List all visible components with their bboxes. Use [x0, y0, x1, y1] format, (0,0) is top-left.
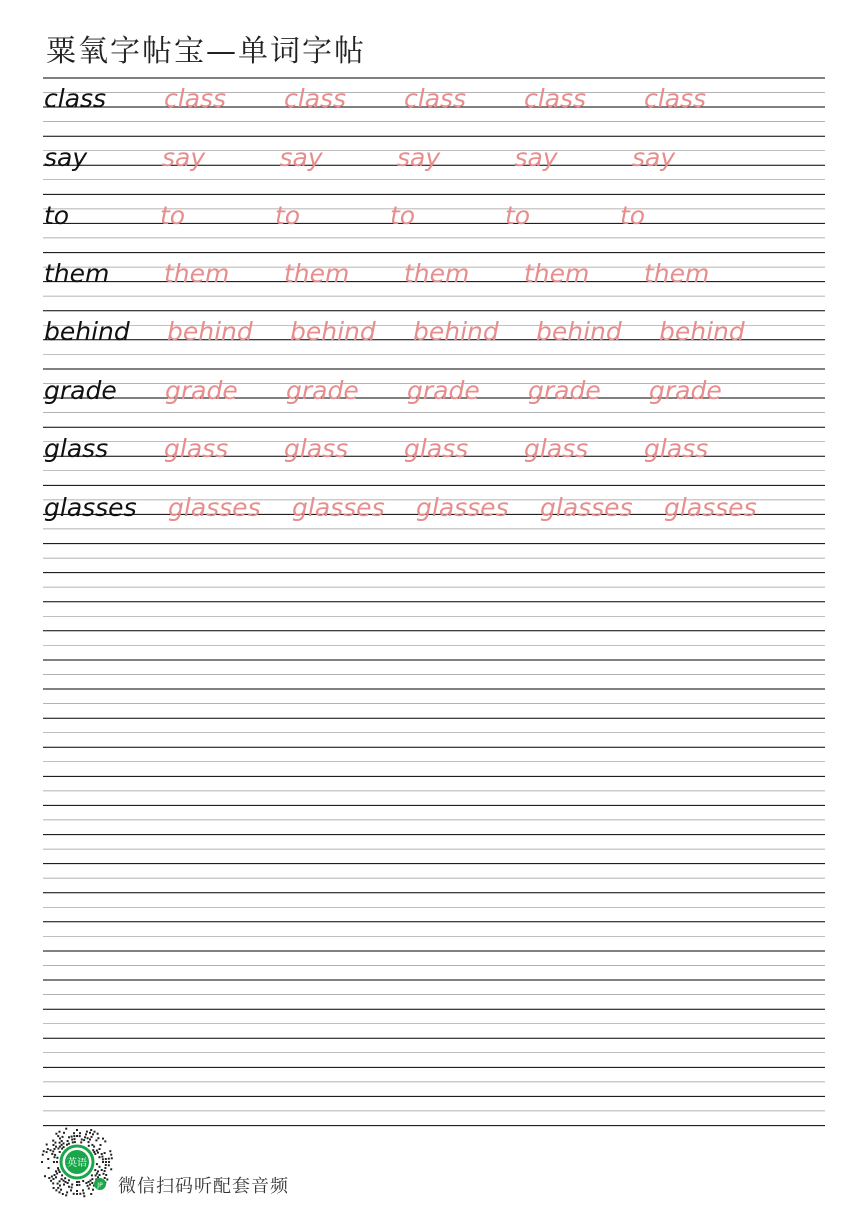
trace-word: class	[404, 84, 467, 113]
trace-word: class	[644, 84, 707, 113]
trace-word: glass	[164, 434, 229, 463]
trace-word: glasses	[168, 493, 261, 522]
footer	[40, 1126, 340, 1202]
model-word: glasses	[44, 493, 137, 522]
trace-word: behind	[413, 317, 499, 346]
trace-word: grade	[407, 376, 480, 405]
trace-word: glasses	[292, 493, 385, 522]
model-word: them	[44, 259, 110, 288]
trace-word: say	[279, 143, 323, 172]
trace-word: grade	[649, 376, 722, 405]
word-row	[0, 376, 868, 434]
trace-word: them	[644, 259, 710, 288]
trace-word: them	[404, 259, 470, 288]
trace-word: class	[284, 84, 347, 113]
model-word: say	[44, 143, 88, 172]
trace-word: say	[514, 143, 558, 172]
svg-text:英语: 英语	[67, 1158, 87, 1169]
trace-word: them	[284, 259, 350, 288]
trace-word: behind	[659, 317, 745, 346]
trace-word: say	[397, 143, 441, 172]
trace-word: glass	[284, 434, 349, 463]
trace-word: glass	[404, 434, 469, 463]
qr-code-icon[interactable]	[40, 1126, 114, 1200]
trace-word: glass	[644, 434, 709, 463]
word-row	[0, 493, 868, 551]
trace-word: say	[162, 143, 206, 172]
trace-word: behind	[290, 317, 376, 346]
trace-word: behind	[536, 317, 622, 346]
word-row	[0, 143, 868, 201]
page-title: 粟氧字帖宝—单词字帖	[46, 34, 366, 69]
trace-word: grade	[286, 376, 359, 405]
trace-word: grade	[165, 376, 238, 405]
svg-text:JP: JP	[97, 1182, 103, 1189]
trace-word: them	[164, 259, 230, 288]
trace-word: glasses	[664, 493, 757, 522]
trace-word: glass	[524, 434, 589, 463]
scan-caption: 微信扫码听配套音频	[118, 1176, 289, 1197]
word-row	[0, 317, 868, 375]
trace-word: behind	[167, 317, 253, 346]
trace-word: to	[505, 201, 531, 230]
word-row	[0, 259, 868, 317]
trace-word: grade	[528, 376, 601, 405]
trace-word: to	[160, 201, 186, 230]
word-row	[0, 84, 868, 142]
trace-word: class	[524, 84, 587, 113]
trace-word: them	[524, 259, 590, 288]
model-word: to	[44, 201, 70, 230]
trace-word: to	[275, 201, 301, 230]
model-word: glass	[44, 434, 109, 463]
model-word: behind	[44, 317, 130, 346]
model-word: class	[44, 84, 107, 113]
word-row	[0, 434, 868, 492]
trace-word: say	[632, 143, 676, 172]
trace-word: to	[390, 201, 416, 230]
trace-word: glasses	[540, 493, 633, 522]
trace-word: class	[164, 84, 227, 113]
model-word: grade	[44, 376, 117, 405]
trace-word: to	[620, 201, 646, 230]
trace-word: glasses	[416, 493, 509, 522]
word-row	[0, 201, 868, 259]
